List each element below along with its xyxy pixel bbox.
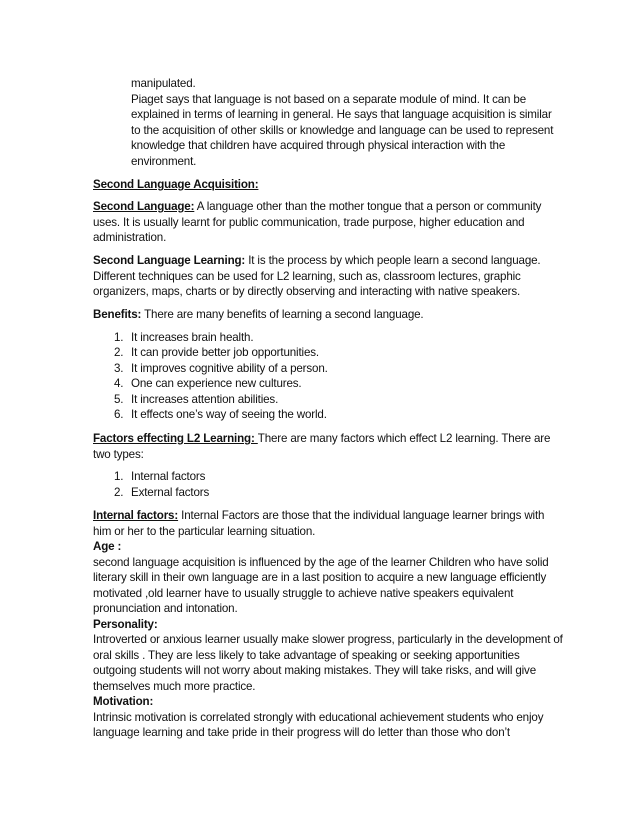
sla-heading: Second Language Acquisition: bbox=[93, 178, 259, 191]
list-text: It increases attention abilities. bbox=[131, 392, 279, 406]
list-text: Internal factors bbox=[131, 470, 206, 483]
internal-factors-section bbox=[93, 508, 563, 741]
second-language-paragraph bbox=[93, 199, 563, 246]
list-item bbox=[93, 392, 563, 408]
second-language-text: A language other than the mother tongue that a person or community uses. It is usually learnt for public communication, trade purpose, higher education and administration. bbox=[93, 200, 542, 244]
list-text: External factors bbox=[131, 485, 210, 499]
list-number: 2. bbox=[114, 346, 124, 359]
list-item bbox=[93, 469, 563, 485]
age-text: second language acquisition is influenced by the age of the learner Children who have solid literary skill in their own language are in a last position to acquire a new language efficiently motivated ,old learner have to usually struggle to achieve native speakers equivalent pronunciation and intonation. bbox=[93, 555, 549, 615]
benefits-text: There are many benefits of learning a second language. bbox=[141, 308, 424, 321]
list-text: One can experience new cultures. bbox=[131, 377, 302, 390]
list-item bbox=[93, 407, 563, 423]
benefits-section bbox=[93, 307, 563, 423]
factors-text: There are many factors which effect L2 learning. There are two types: bbox=[93, 432, 551, 461]
list-item bbox=[93, 485, 563, 501]
sla-heading-block bbox=[93, 177, 563, 193]
list-number: 1. bbox=[114, 470, 124, 483]
second-language-label: Second Language: bbox=[93, 200, 195, 213]
sll-text: It is the process by which people learn a second language. Different techniques can be used for L2 learning, such as, classroom lectures, graphic organizers, maps, charts or by directly observing and interacting with native speakers. bbox=[93, 254, 541, 298]
sll-paragraph bbox=[93, 253, 563, 300]
factors-list bbox=[93, 469, 563, 500]
list-text: It increases brain health. bbox=[131, 330, 254, 344]
list-number: 5. bbox=[114, 392, 124, 406]
list-item bbox=[93, 376, 563, 392]
piaget-paragraph: Piaget says that language is not based on a separate module of mind. It can be explained in terms of learning in general. He says that language acquisition is similar to the acquisition of other skills or knowledge and language can be used to represent knowledge that children have acquired through physical interaction with the environment. bbox=[131, 92, 554, 168]
internal-factors-text: Internal Factors are those that the individual language learner brings with him or her to the particular learning situation. bbox=[93, 509, 545, 538]
intro-line: manipulated. bbox=[131, 77, 196, 90]
sll-label: Second Language Learning: bbox=[93, 254, 246, 267]
list-item bbox=[93, 361, 563, 377]
list-number: 1. bbox=[114, 330, 124, 344]
internal-factors-label: Internal factors: bbox=[93, 509, 179, 522]
intro-continuation bbox=[131, 76, 563, 169]
motivation-heading: Motivation: bbox=[93, 695, 154, 708]
list-text: It can provide better job opportunities. bbox=[131, 346, 319, 359]
list-item bbox=[93, 330, 563, 346]
list-item bbox=[93, 345, 563, 361]
age-heading: Age : bbox=[93, 540, 122, 553]
personality-heading: Personality: bbox=[93, 617, 158, 631]
list-number: 6. bbox=[114, 408, 124, 421]
benefits-list bbox=[93, 330, 563, 423]
motivation-text: Intrinsic motivation is correlated strongly with educational achievement students who enjoy language learning and take pride in their progress will do letter than those who don’t bbox=[93, 710, 544, 739]
list-number: 4. bbox=[114, 377, 124, 390]
list-text: It effects one’s way of seeing the world. bbox=[131, 408, 327, 421]
benefits-label: Benefits: bbox=[93, 308, 142, 321]
list-number: 2. bbox=[114, 485, 124, 499]
factors-label: Factors effecting L2 Learning: bbox=[93, 432, 258, 445]
factors-section bbox=[93, 431, 563, 500]
list-text: It improves cognitive ability of a person. bbox=[131, 361, 328, 375]
personality-text: Introverted or anxious learner usually make slower progress, particularly in the development of oral skills . They are less likely to take advantage of speaking or seeking apportunities outgoing students will not worry about making mistakes. They will take risks, and will give themselves much more practice. bbox=[93, 633, 563, 693]
list-number: 3. bbox=[114, 361, 124, 375]
